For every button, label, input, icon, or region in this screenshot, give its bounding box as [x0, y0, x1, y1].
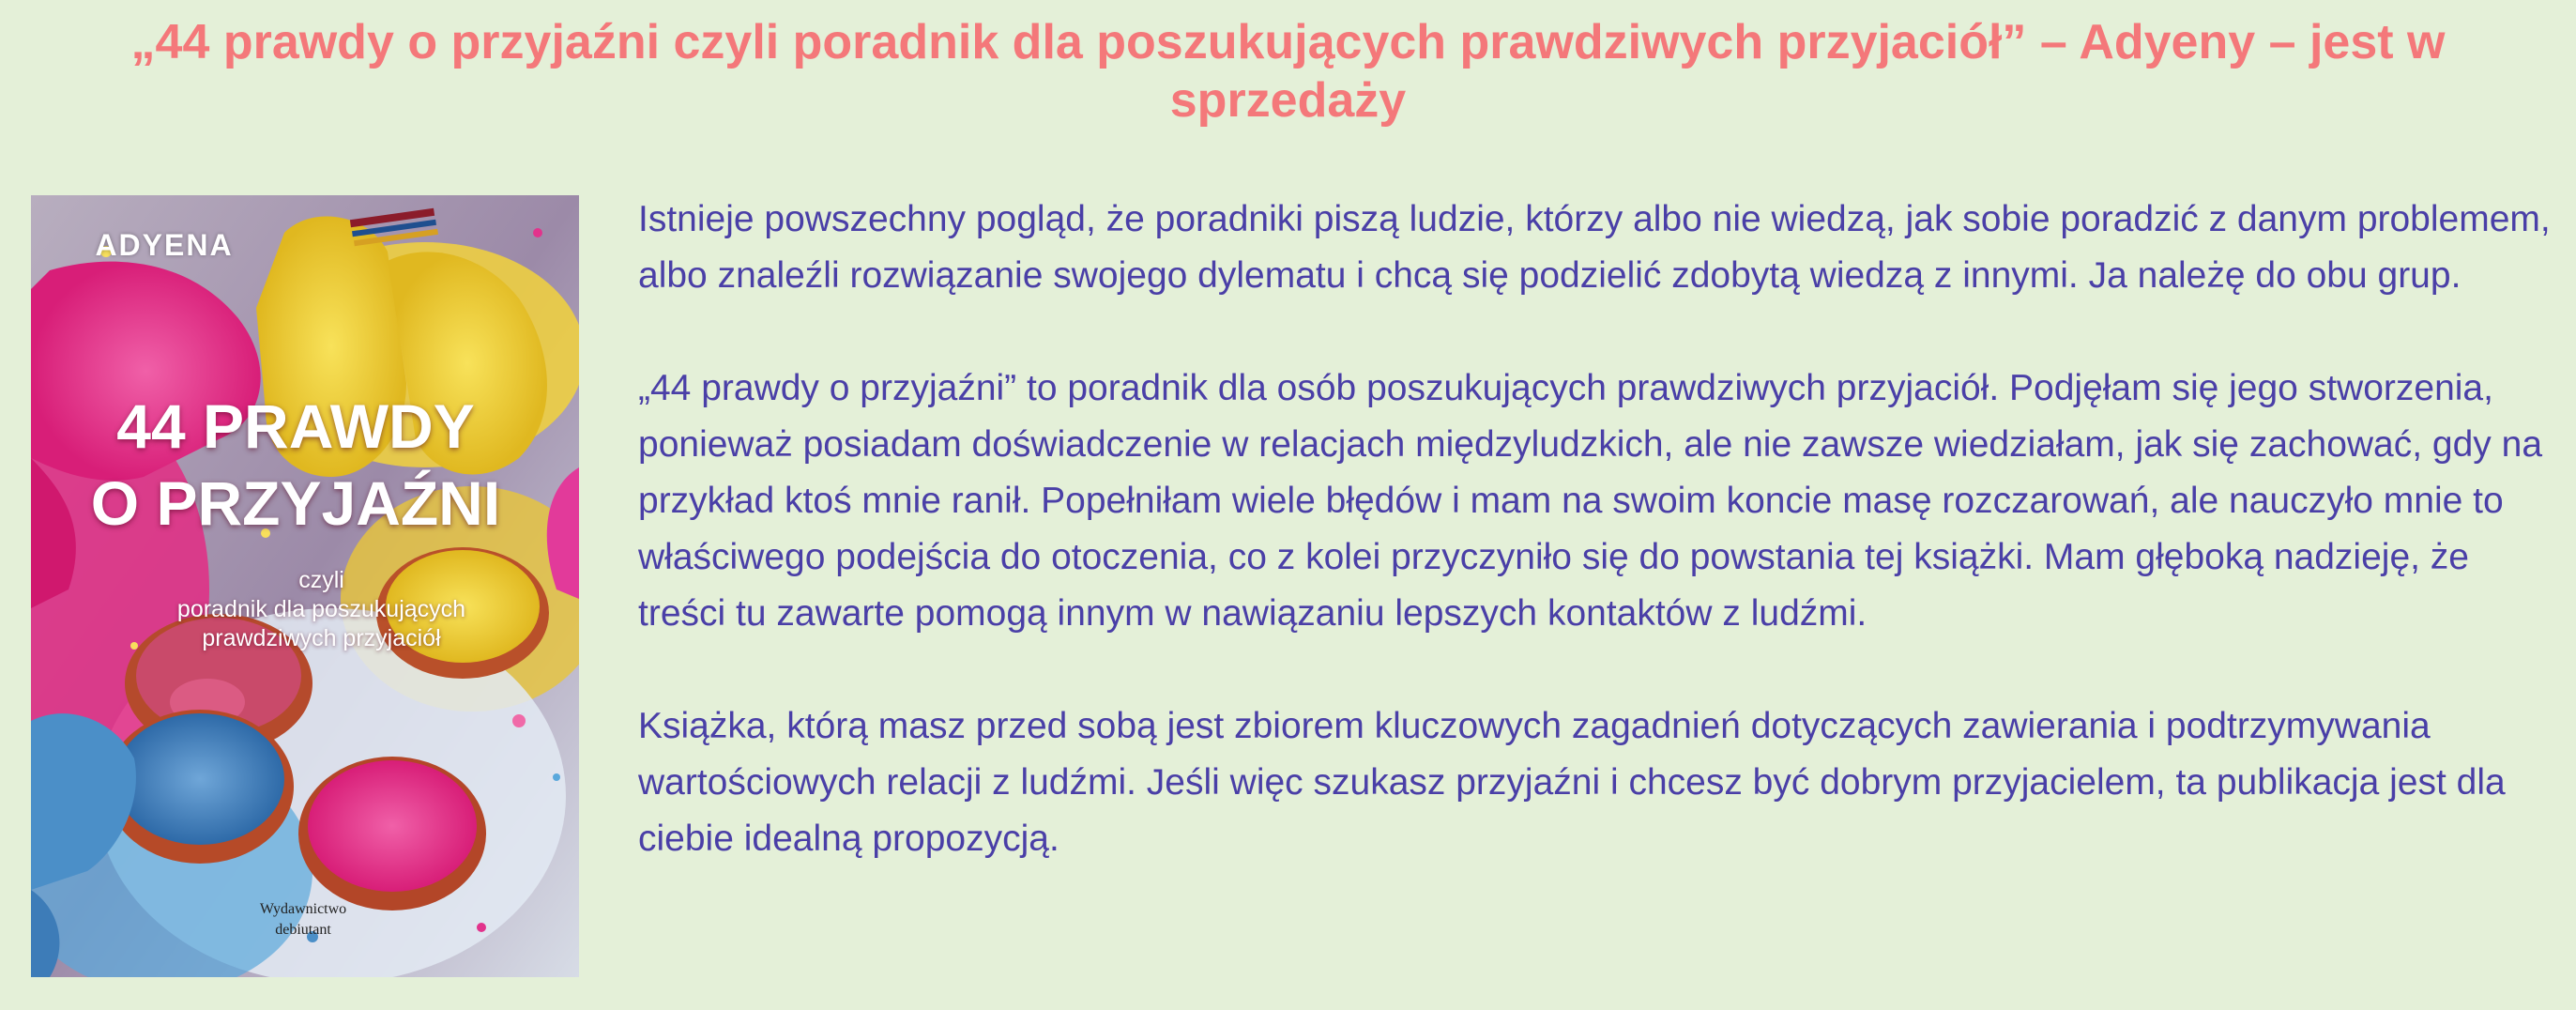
cover-subtitle-line: prawdziwych przyjaciół [202, 625, 441, 651]
page-title: „44 prawdy o przyjaźni czyli poradnik dla poszukujących prawdziwych przyjaciół” – Adyeny – jest w sprzedaży [130, 15, 2446, 128]
body-paragraph: Książka, którą masz przed sobą jest zbiorem kluczowych zagadnień dotyczących zawierania i podtrzymywania wartościowych relacji z ludźmi. Jeśli więc szukasz przyjaźni i chcesz być dobrym przyjacielem, ta publikacja jest dla ciebie idealną propozycją. [638, 706, 2506, 859]
cover-subtitle-line: czyli [298, 567, 344, 593]
cover-subtitle [31, 566, 579, 653]
book-cover-image [31, 195, 579, 977]
cover-publisher [219, 899, 388, 941]
body-text [638, 191, 2553, 924]
cover-subtitle-line: poradnik dla poszukujących [176, 596, 466, 622]
body-paragraph: „44 prawdy o przyjaźni” to poradnik dla osób poszukujących prawdziwych przyjaciół. Podjęłam się jego stworzenia, ponieważ posiadam doświadczenie w relacjach międzyludzkich, ale nie zawsze wiedziałam, jak się zachować, gdy na przykład ktoś mnie ranił. Popełniłam wiele błędów i mam na swoim koncie masę rozczarowań, ale nauczyło mnie to właściwego podejścia do otoczenia, co z kolei przyczyniło się do powstania tej książki. Mam głęboką nadzieję, że treści tu zawarte pomogą innym w nawiązaniu lepszych kontaktów z ludźmi. [638, 368, 2543, 634]
cover-publisher-line: debiutant [275, 922, 331, 938]
cover-title-line1: 44 PRAWDY [116, 391, 475, 461]
cover-title-line2: O PRZYJAŹNI [90, 468, 501, 538]
cover-author: ADYENA [95, 228, 234, 262]
cover-publisher-line: Wydawnictwo [259, 901, 347, 917]
body-paragraph: Istnieje powszechny pogląd, że poradniki piszą ludzie, którzy albo nie wiedzą, jak sobie poradzić z danym problemem, albo znaleźli rozwiązanie swojego dylematu i chcą się podzielić zdobytą wiedzą z innymi. Ja należę do obu grup. [638, 199, 2551, 296]
